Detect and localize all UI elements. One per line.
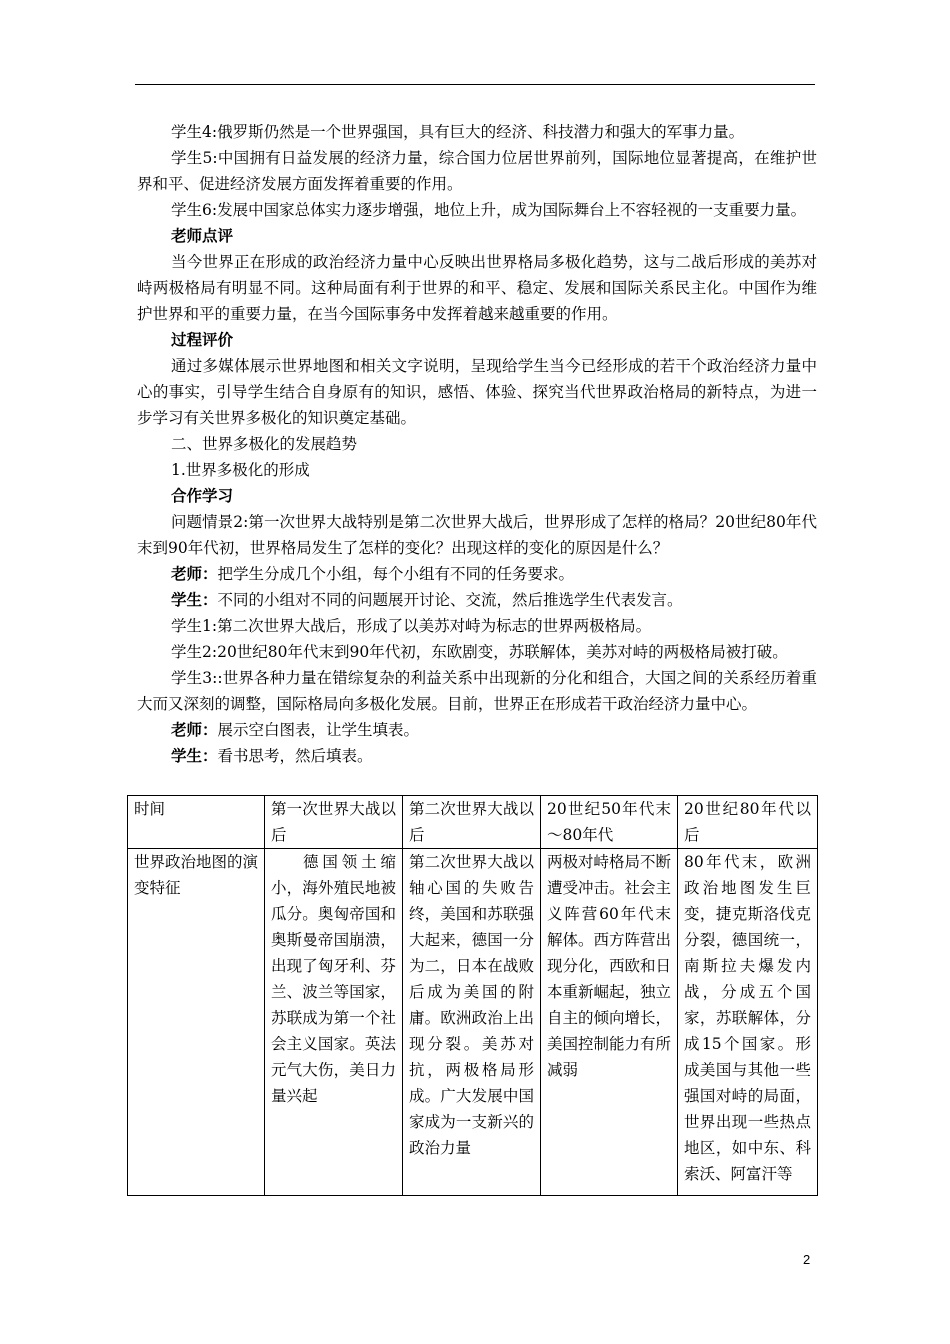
table-header-row [128, 796, 818, 849]
section-title: 二、世界多极化的发展趋势 [171, 435, 358, 453]
paragraph: 学生6:发展中国家总体实力逐步增强，地位上升，成为国际舞台上不容轻视的一支重要力量。 [171, 201, 807, 219]
subsection-title: 1.世界多极化的形成 [171, 461, 310, 479]
speaker-label: 学生： [171, 746, 218, 765]
section-heading: 老师点评 [171, 226, 234, 245]
document-body [137, 119, 817, 769]
speaker-label: 老师： [171, 564, 218, 583]
table-header-cell: 时间 [128, 796, 265, 849]
dialogue-text: 看书思考，然后填表。 [217, 747, 373, 765]
dialogue-text: 把学生分成几个小组，每个小组有不同的任务要求。 [217, 565, 575, 583]
table-header-cell: 第一次世界大战以后 [265, 796, 403, 849]
dialogue-line [137, 743, 817, 769]
dialogue-line [137, 561, 817, 587]
table-header-cell: 20世纪80年代以后 [678, 796, 818, 849]
table-cell: 德国领土缩小，海外殖民地被瓜分。奥匈帝国和奥斯曼帝国崩溃，出现了匈牙利、芬兰、波兰等国家，苏联成为第一个社会主义国家。英法元气大伤，美日力量兴起 [265, 849, 403, 1196]
paragraph: 学生2:20世纪80年代末到90年代初，东欧剧变，苏联解体，美苏对峙的两极格局被打破。 [171, 643, 788, 661]
table-cell: 第二次世界大战以轴心国的失败告终，美国和苏联强大起来，德国一分为二，日本在战败后成为美国的附庸。欧洲政治上出现分裂。美苏对抗，两极格局形成。广大发展中国家成为一支新兴的政治力量 [403, 849, 541, 1196]
dialogue-line [137, 587, 817, 613]
speaker-label: 老师： [171, 720, 218, 739]
dialogue-text: 不同的小组对不同的问题展开讨论、交流，然后推选学生代表发言。 [217, 591, 683, 609]
table-row [128, 849, 818, 1196]
table-cell: 世界政治地图的演变特征 [128, 849, 265, 1196]
paragraph: 通过多媒体展示世界地图和相关文字说明，呈现给学生当今已经形成的若干个政治经济力量中心的事实，引导学生结合自身原有的知识，感悟、体验、探究当代世界政治格局的新特点，为进一步学习有关世界多极化的知识奠定基础。 [137, 357, 817, 427]
dialogue-text: 展示空白图表，让学生填表。 [217, 721, 420, 739]
section-heading: 过程评价 [171, 330, 234, 349]
page-number: 2 [803, 1252, 811, 1267]
paragraph: 学生5:中国拥有日益发展的经济力量，综合国力位居世界前列，国际地位显著提高，在维护世界和平、促进经济发展方面发挥着重要的作用。 [137, 149, 817, 193]
paragraph: 学生3::世界各种力量在错综复杂的利益关系中出现新的分化和组合，大国之间的关系经历着重大而又深刻的调整，国际格局向多极化发展。目前，世界正在形成若干政治经济力量中心。 [137, 669, 817, 713]
table-cell: 两极对峙格局不断遭受冲击。社会主义阵营60年代末解体。西方阵营出现分化，西欧和日本重新崛起，独立自主的倾向增长，美国控制能力有所减弱 [541, 849, 678, 1196]
section-heading: 合作学习 [171, 486, 234, 505]
paragraph: 当今世界正在形成的政治经济力量中心反映出世界格局多极化趋势，这与二战后形成的美苏对峙两极格局有明显不同。这种局面有利于世界的和平、稳定、发展和国际关系民主化。中国作为维护世界和平的重要力量，在当今国际事务中发挥着越来越重要的作用。 [137, 253, 817, 323]
paragraph: 学生4:俄罗斯仍然是一个世界强国，具有巨大的经济、科技潜力和强大的军事力量。 [171, 123, 745, 141]
dialogue-line [137, 717, 817, 743]
evolution-table [127, 795, 818, 1196]
header-rule [135, 84, 815, 85]
paragraph: 问题情景2:第一次世界大战特别是第二次世界大战后，世界形成了怎样的格局？20世纪80年代末到90年代初，世界格局发生了怎样的变化？出现这样的变化的原因是什么？ [137, 513, 817, 557]
table-header-cell: 20世纪50年代末～80年代 [541, 796, 678, 849]
paragraph: 学生1:第二次世界大战后，形成了以美苏对峙为标志的世界两极格局。 [171, 617, 652, 635]
table-cell: 80年代末，欧洲政治地图发生巨变，捷克斯洛伐克分裂，德国统一，南斯拉夫爆发内战，分成五个国家，苏联解体，分成15个国家。形成美国与其他一些强国对峙的局面，世界出现一些热点地区，如中东、科索沃、阿富汗等 [678, 849, 818, 1196]
speaker-label: 学生： [171, 590, 218, 609]
table-header-cell: 第二次世界大战以后 [403, 796, 541, 849]
